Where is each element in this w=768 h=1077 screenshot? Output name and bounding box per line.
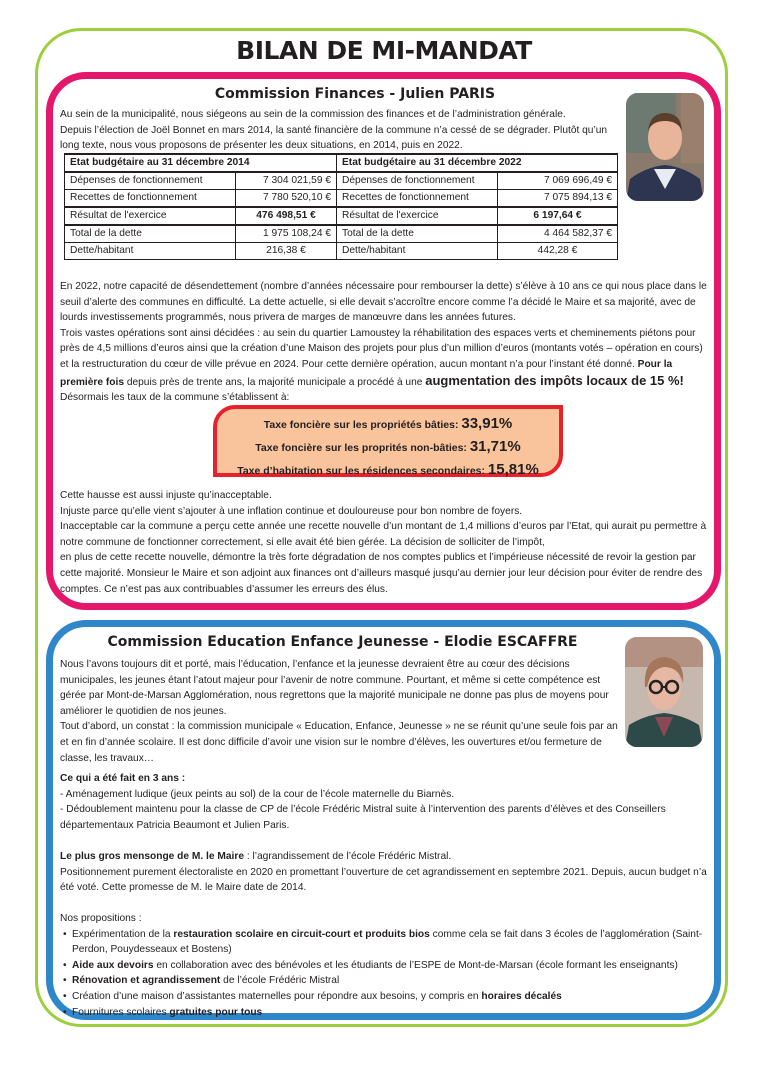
achievements-heading: Ce qui a été fait en 3 ans :	[60, 773, 186, 784]
intro-paragraph: Tout d’abord, un constat : la commission municipale « Education, Enfance, Jeunesse » ne se réunit qu’une seule fois par an et en fin d’année scolaire. Il est donc difficile d’avoir une vision sur le nombre d’élèves, les ouvertures et/ou fermeture de classe, les travaux…	[60, 721, 618, 764]
tax-value: 31,71%	[469, 438, 521, 455]
finances-conclusion	[60, 488, 712, 597]
julien-paris-photo	[626, 93, 704, 201]
text-span: en collaboration avec des bénévoles et les étudiants de l’ESPE de Mont-de-Marsan (école formant les enseignants)	[153, 959, 678, 971]
cell-value: 476 498,51 €	[236, 207, 337, 225]
achievement-item: - Aménagement ludique (jeux peints au sol) de la cour de l’école maternelle du Biarnès.	[60, 788, 455, 800]
emphasis-text: horaires décalés	[481, 990, 562, 1002]
cell-label: Dette/habitant	[65, 243, 236, 260]
proposal-item	[72, 1005, 715, 1021]
cell-label: Dépenses de fonctionnement	[65, 172, 236, 190]
conclusion-paragraph: Injuste parce qu’elle vient s’ajouter à une inflation continue et douloureuse pour bon nombre de foyers.	[60, 505, 523, 517]
text-span: Création d’une maison d’assistantes maternelles pour répondre aux besoins, y compris en	[72, 990, 482, 1002]
emphasis-text: Aide aux devoirs	[72, 959, 154, 971]
table-header-row	[65, 154, 618, 172]
text-span: : l’agrandissement de l’école Frédéric Mistral.	[243, 851, 452, 862]
page-title: BILAN DE MI-MANDAT	[236, 36, 532, 65]
cell-label: Total de la dette	[337, 225, 498, 243]
elodie-escaffre-photo	[625, 637, 703, 747]
text-span: Trois vastes opérations sont ainsi décidées : au sein du quartier Lamoustey la réhabilitation des espaces verts et cheminements piétons pour près de 4,5 millions d’euros ainsi que la création d’une Maison des projets pour plus d’un million d’euros (montants votés – opération en cours) et la restructuration du cœur de ville prévue en 2024. Pour cette dernière opération, aucun montant n’a pour l’instant été donné.	[60, 327, 703, 370]
table-row	[65, 243, 618, 260]
operations-paragraph	[60, 326, 712, 406]
portrait-image	[625, 637, 703, 747]
achievement-item: - Dédoublement maintenu pour la classe de CP de l’école Frédéric Mistral suite à l’intervention des parents d’élèves et des Conseillers départementaux Patricia Beaumont et Julien Paris.	[60, 804, 666, 831]
tax-increase-highlight: augmentation des impôts locaux de 15 %!	[425, 372, 684, 388]
text-span: Expérimentation de la	[72, 928, 174, 940]
table-row	[65, 190, 618, 208]
proposals-list	[60, 927, 715, 1021]
education-title: Commission Education Enfance Jeunesse - Elodie ESCAFFRE	[107, 634, 578, 650]
cell-value: 4 464 582,37 €	[498, 225, 618, 243]
header-2022: Etat budgétaire au 31 décembre 2022	[337, 154, 618, 172]
proposal-item	[72, 989, 715, 1005]
text-span: depuis près de trente ans, la majorité municipale a procédé à une	[123, 376, 426, 388]
cell-label: Résultat de l'exercice	[65, 207, 236, 225]
cell-value: 6 197,64 €	[498, 207, 618, 225]
emphasis-text: Pour la première fois	[60, 358, 673, 388]
text-span: comme cela se fait dans 3 écoles de l’agglomération (Saint-Perdon, Pouydesseaux et Bostens)	[72, 928, 703, 956]
text-span: Désormais les taux de la commune s’établissent à:	[60, 392, 290, 404]
text-span: de l’école Frédéric Mistral	[220, 975, 340, 987]
cell-value: 7 069 696,49 €	[498, 172, 618, 190]
budget-table	[64, 153, 618, 260]
tax-label: Taxe foncière sur les propriétés bâties:	[263, 419, 462, 431]
cell-value: 7 304 021,59 €	[236, 172, 337, 190]
emphasis-text: Rénovation et agrandissement	[72, 975, 221, 987]
debt-paragraph: En 2022, notre capacité de désendettement (nombre d’années nécessaire pour rembourser la dette) s’élève à 10 ans ce qui nous place dans le seuil d’alerte des communes en difficulté. La dette actuelle, si elle devait s’accroître encore comme l’a décidé le Maire et sa majorité, avec de lourds investissements programmés, nous privera de marges de manœuvre dans les années futures.	[60, 281, 707, 324]
cell-label: Dépenses de fonctionnement	[337, 172, 498, 190]
header-2014: Etat budgétaire au 31 décembre 2014	[65, 154, 337, 172]
cell-label: Recettes de fonctionnement	[337, 190, 498, 208]
intro-paragraph: Au sein de la municipalité, nous siégeons au sein de la commission des finances et de l’administration générale.	[60, 109, 566, 120]
text-span: Fournitures scolaires	[72, 1006, 170, 1018]
achievements-block	[60, 771, 712, 833]
cell-label: Dette/habitant	[337, 243, 498, 260]
cell-label: Résultat de l'exercice	[337, 207, 498, 225]
proposal-item	[72, 958, 715, 974]
cell-value: 1 975 108,24 €	[236, 225, 337, 243]
emphasis-text: gratuites pour tous	[169, 1006, 263, 1018]
tax-label: Taxe foncière sur les proprités non-bâties:	[255, 442, 470, 454]
finances-analysis	[60, 279, 712, 406]
cell-label: Recettes de fonctionnement	[65, 190, 236, 208]
intro-paragraph: Nous l’avons toujours dit et porté, mais l’éducation, l’enfance et la jeunesse devraient être au cœur des décisions municipales, les jeunes étant l’atout majeur pour l’avenir de notre commune. Pourtant, et même si cette compétence est gérée par Mont-de-Marsan Agglomération, nous regrettons que la majorité municipale ne donne pas plus de moyens pour améliorer le quotidien de nos jeunes.	[60, 659, 609, 717]
proposal-item	[72, 927, 715, 958]
proposals-block	[60, 911, 715, 1020]
conclusion-paragraph: Inacceptable car la commune a perçu cette année une recette nouvelle d’un montant de 1,4 millions d’euros par l’Etat, qui aurait pu permettre à notre commune de fonctionner correctement, si elle avait été bien gérée. La décision de solliciter de l’impôt,	[60, 521, 707, 548]
education-intro	[60, 657, 620, 766]
lie-block	[60, 849, 712, 896]
tax-rate-line	[217, 459, 559, 482]
conclusion-paragraph: en plus de cette recette nouvelle, démontre la très forte dégradation de nos comptes publics et l’impérieuse nécessité de revoir la gestion par cette majorité. Monsieur le Maire et son adjoint aux finances ont d’ailleurs masqué jusqu’au dernier jour leur décision pour éviter de rendre des comptes. Ce n’est pas aux contribuables d’assumer les erreurs des élus.	[60, 552, 703, 595]
table-row	[65, 172, 618, 190]
tax-rate-line	[217, 413, 559, 436]
table-row	[65, 225, 618, 243]
lie-heading: Le plus gros mensonge de M. le Maire	[60, 851, 244, 862]
conclusion-paragraph: Cette hausse est aussi injuste qu’inacceptable.	[60, 490, 272, 501]
portrait-image	[626, 93, 704, 201]
table-row	[65, 207, 618, 225]
cell-value: 442,28 €	[498, 243, 618, 260]
tax-rate-line	[217, 436, 559, 459]
finances-intro	[60, 107, 620, 154]
lie-paragraph	[60, 849, 712, 865]
cell-value: 7 075 894,13 €	[498, 190, 618, 208]
emphasis-text: restauration scolaire en circuit-court et produits bios	[173, 928, 430, 940]
lie-detail: Positionnement purement électoraliste en 2020 en promettant l’ouverture de cet agrandissement en septembre 2021. Depuis, aucun budget n’a été voté. Cette promesse de M. le Maire date de 2014.	[60, 866, 707, 894]
tax-label: Taxe d’habitation sur les résidences secondaires:	[237, 465, 488, 477]
tax-value: 15,81%	[487, 461, 539, 478]
proposal-item	[72, 973, 715, 989]
cell-label: Total de la dette	[65, 225, 236, 243]
proposals-heading: Nos propositions :	[60, 913, 142, 924]
finances-title: Commission Finances - Julien PARIS	[214, 86, 496, 102]
cell-value: 216,38 €	[236, 243, 337, 260]
intro-paragraph: Depuis l’élection de Joël Bonnet en mars 2014, la santé financière de la commune n’a cessé de se dégrader. Plutôt qu’un long texte, nous vous proposons de présenter les deux situations, en 2014, puis en 2022.	[60, 124, 608, 152]
tax-rates-box	[213, 405, 563, 477]
cell-value: 7 780 520,10 €	[236, 190, 337, 208]
tax-value: 33,91%	[461, 415, 513, 432]
